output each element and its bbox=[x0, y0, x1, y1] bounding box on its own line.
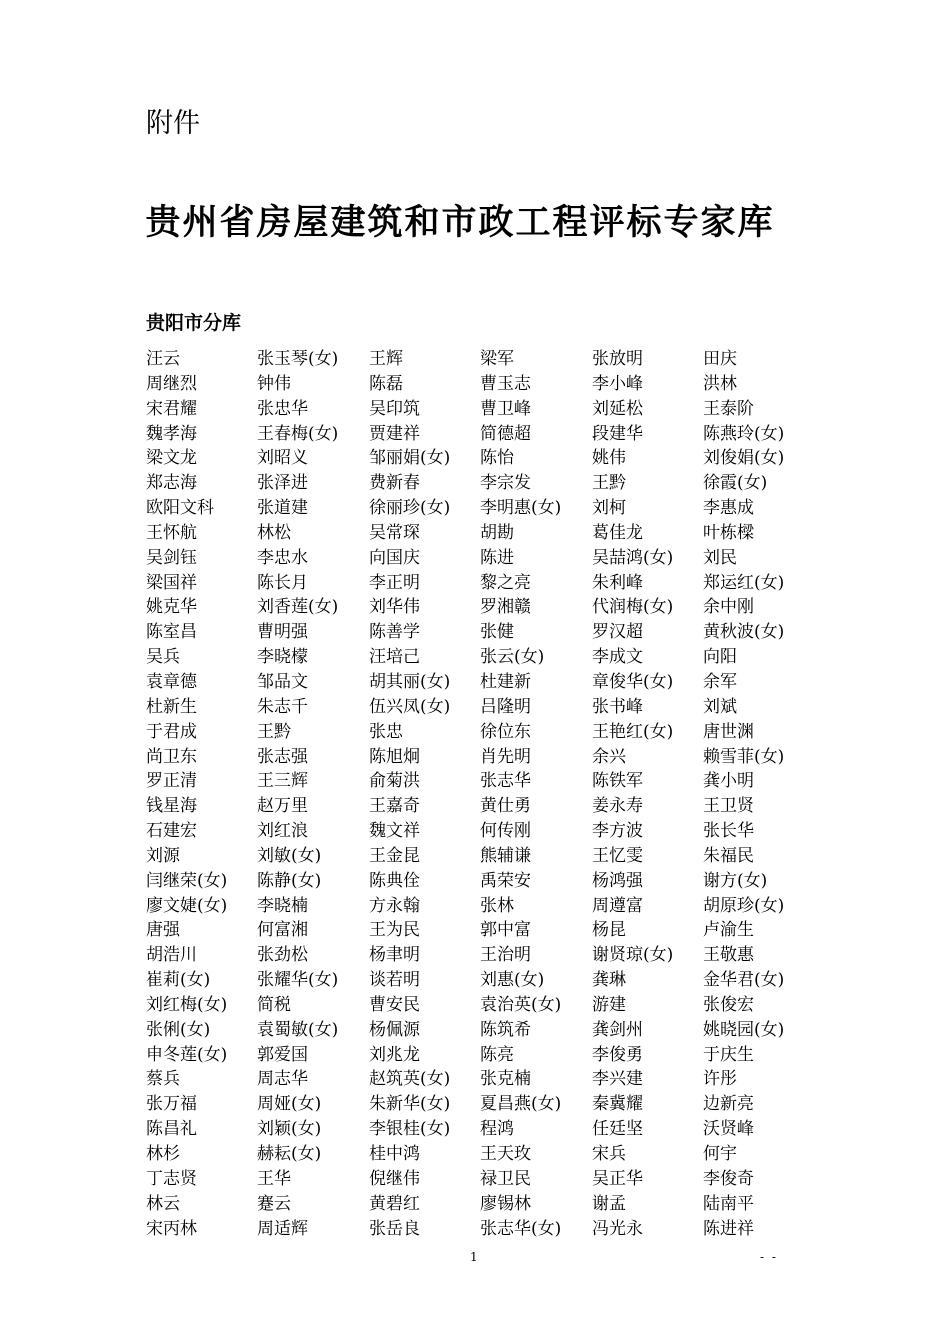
expert-name: 陈亮 bbox=[480, 1044, 514, 1065]
expert-name: 曹安民 bbox=[369, 994, 420, 1015]
expert-name: 方永翰 bbox=[369, 895, 420, 916]
expert-name: 黎之亮 bbox=[480, 572, 531, 593]
expert-name: 罗正清 bbox=[146, 771, 197, 792]
expert-name: 郭爱国 bbox=[257, 1044, 308, 1065]
expert-name: 崔莉(女) bbox=[146, 970, 211, 991]
expert-name: 吕隆明 bbox=[480, 696, 531, 717]
footer-mark: - - bbox=[760, 1250, 778, 1264]
expert-name: 俞菊洪 bbox=[369, 771, 420, 792]
expert-name: 梁国祥 bbox=[146, 572, 197, 593]
expert-name: 黄碧红 bbox=[369, 1193, 420, 1214]
expert-name: 闫继荣(女) bbox=[146, 870, 228, 891]
expert-name: 伍兴凤(女) bbox=[369, 696, 451, 717]
expert-name: 魏文祥 bbox=[369, 821, 420, 842]
expert-name: 郑志海 bbox=[146, 473, 197, 494]
expert-name: 李晓檬 bbox=[257, 647, 308, 668]
expert-name: 廖文婕(女) bbox=[146, 895, 228, 916]
expert-name: 尚卫东 bbox=[146, 746, 197, 767]
expert-name: 王黔 bbox=[257, 721, 291, 742]
expert-name: 汪培己 bbox=[369, 647, 420, 668]
expert-name: 陈典佺 bbox=[369, 870, 420, 891]
expert-name: 李小峰 bbox=[592, 373, 643, 394]
expert-name: 徐位东 bbox=[480, 721, 531, 742]
expert-name: 魏孝海 bbox=[146, 423, 197, 444]
expert-name: 刘华伟 bbox=[369, 597, 420, 618]
expert-name: 谈若明 bbox=[369, 970, 420, 991]
expert-name: 周遵富 bbox=[592, 895, 643, 916]
expert-name: 林松 bbox=[257, 522, 291, 543]
expert-name: 代润梅(女) bbox=[592, 597, 674, 618]
expert-name: 石建宏 bbox=[146, 821, 197, 842]
expert-name: 边新亮 bbox=[703, 1094, 754, 1115]
expert-name: 王金昆 bbox=[369, 845, 420, 866]
expert-name: 蹇云 bbox=[257, 1193, 291, 1214]
expert-name: 杨昆 bbox=[592, 920, 626, 941]
expert-name: 肖先明 bbox=[480, 746, 531, 767]
expert-name: 张万福 bbox=[146, 1094, 197, 1115]
expert-name: 刘源 bbox=[146, 845, 180, 866]
document-title: 贵州省房屋建筑和市政工程评标专家库 bbox=[145, 203, 775, 243]
expert-name: 姚晓园(女) bbox=[703, 1019, 785, 1040]
expert-name: 宋丙林 bbox=[146, 1218, 197, 1239]
expert-name: 梁文龙 bbox=[146, 448, 197, 469]
expert-name: 曹明强 bbox=[257, 622, 308, 643]
expert-name: 冯光永 bbox=[592, 1218, 643, 1239]
expert-name: 张林 bbox=[480, 895, 514, 916]
expert-name: 张云(女) bbox=[480, 647, 545, 668]
expert-name: 陈进祥 bbox=[703, 1218, 754, 1239]
expert-name: 张忠华 bbox=[257, 398, 308, 419]
expert-name: 王三辉 bbox=[257, 771, 308, 792]
expert-name: 朱新华(女) bbox=[369, 1094, 451, 1115]
expert-name: 余兴 bbox=[592, 746, 626, 767]
expert-name: 周志华 bbox=[257, 1069, 308, 1090]
expert-name: 洪林 bbox=[703, 373, 737, 394]
expert-name: 刘民 bbox=[703, 547, 737, 568]
expert-name: 陈旭炯 bbox=[369, 746, 420, 767]
expert-name: 张健 bbox=[480, 622, 514, 643]
expert-name: 张劲松 bbox=[257, 945, 308, 966]
expert-name: 朱志千 bbox=[257, 696, 308, 717]
expert-name: 张玉琴(女) bbox=[257, 349, 339, 369]
expert-name: 何宇 bbox=[703, 1144, 737, 1164]
expert-name: 费新春 bbox=[369, 473, 420, 494]
expert-name: 刘斌 bbox=[703, 696, 737, 717]
expert-name: 张书峰 bbox=[592, 696, 643, 717]
expert-name: 李成文 bbox=[592, 647, 643, 668]
expert-name: 陈室昌 bbox=[146, 622, 197, 643]
expert-name: 简德超 bbox=[480, 423, 531, 444]
expert-name: 陈静(女) bbox=[257, 870, 322, 891]
expert-name: 李兴建 bbox=[592, 1069, 643, 1090]
expert-name: 赵万里 bbox=[257, 796, 308, 817]
expert-name: 陈铁军 bbox=[592, 771, 643, 792]
expert-name: 倪继伟 bbox=[369, 1168, 420, 1189]
expert-name: 于君成 bbox=[146, 721, 197, 742]
expert-name: 刘俊娟(女) bbox=[703, 448, 785, 469]
expert-name: 简税 bbox=[257, 994, 291, 1015]
expert-name: 王嘉奇 bbox=[369, 796, 420, 817]
expert-name: 李俊奇 bbox=[703, 1168, 754, 1189]
expert-name: 杜建新 bbox=[480, 671, 531, 692]
expert-name: 曹玉志 bbox=[480, 373, 531, 394]
expert-name: 张俊宏 bbox=[703, 994, 754, 1015]
expert-name: 卢渝生 bbox=[703, 920, 754, 941]
expert-name: 刘柯 bbox=[592, 498, 626, 519]
expert-name: 欧阳文科 bbox=[146, 498, 214, 519]
expert-name: 郑运红(女) bbox=[703, 572, 785, 593]
expert-name: 刘敏(女) bbox=[257, 845, 322, 866]
expert-name: 王忆雯 bbox=[592, 845, 643, 866]
expert-name: 胡原珍(女) bbox=[703, 895, 785, 916]
expert-name: 杨佩源 bbox=[369, 1019, 420, 1040]
expert-name: 陈善学 bbox=[369, 622, 420, 643]
expert-name: 刘香莲(女) bbox=[257, 597, 339, 618]
expert-name: 陈昌礼 bbox=[146, 1119, 197, 1140]
expert-name: 张泽进 bbox=[257, 473, 308, 494]
expert-name: 刘惠(女) bbox=[480, 970, 545, 991]
expert-name: 周适辉 bbox=[257, 1218, 308, 1239]
expert-name: 张志强 bbox=[257, 746, 308, 767]
expert-name: 廖锡林 bbox=[480, 1193, 531, 1214]
expert-name: 林云 bbox=[146, 1193, 180, 1214]
expert-name: 段建华 bbox=[592, 423, 643, 444]
expert-name: 姚克华 bbox=[146, 597, 197, 618]
expert-name: 王春梅(女) bbox=[257, 423, 339, 444]
expert-name: 李晓楠 bbox=[257, 895, 308, 916]
expert-name: 曹卫峰 bbox=[480, 398, 531, 419]
expert-name: 袁蜀敏(女) bbox=[257, 1019, 339, 1040]
expert-name: 王敬惠 bbox=[703, 945, 754, 966]
expert-name: 张俐(女) bbox=[146, 1019, 211, 1040]
expert-name: 罗汉超 bbox=[592, 622, 643, 643]
expert-name: 吴兵 bbox=[146, 647, 180, 668]
expert-name: 金华君(女) bbox=[703, 970, 785, 991]
expert-name: 赫耘(女) bbox=[257, 1144, 322, 1164]
expert-name: 林杉 bbox=[146, 1144, 180, 1164]
expert-name: 许彤 bbox=[703, 1069, 737, 1090]
expert-name: 陈筑希 bbox=[480, 1019, 531, 1040]
expert-name: 陆南平 bbox=[703, 1193, 754, 1214]
expert-name: 熊辅谦 bbox=[480, 845, 531, 866]
expert-name: 陈磊 bbox=[369, 373, 403, 394]
expert-name: 刘红浪 bbox=[257, 821, 308, 842]
expert-name: 唐强 bbox=[146, 920, 180, 941]
expert-name: 王治明 bbox=[480, 945, 531, 966]
expert-name: 刘延松 bbox=[592, 398, 643, 419]
expert-name: 程鸿 bbox=[480, 1119, 514, 1140]
expert-name: 张志华(女) bbox=[480, 1218, 562, 1239]
expert-name: 桂中鸿 bbox=[369, 1144, 420, 1164]
expert-name-grid bbox=[146, 347, 826, 1241]
expert-name: 袁治英(女) bbox=[480, 994, 562, 1015]
expert-name: 向国庆 bbox=[369, 547, 420, 568]
expert-name: 禄卫民 bbox=[480, 1168, 531, 1189]
expert-name: 黄秋波(女) bbox=[703, 622, 785, 643]
expert-name: 张放明 bbox=[592, 349, 643, 369]
expert-name: 申冬莲(女) bbox=[146, 1044, 228, 1065]
expert-name: 贾建祥 bbox=[369, 423, 420, 444]
expert-name: 吴常琛 bbox=[369, 522, 420, 543]
expert-name: 朱福民 bbox=[703, 845, 754, 866]
expert-name: 王辉 bbox=[369, 349, 403, 369]
expert-name: 向阳 bbox=[703, 647, 737, 668]
expert-name: 夏昌燕(女) bbox=[480, 1094, 562, 1115]
expert-name: 胡勘 bbox=[480, 522, 514, 543]
expert-name: 李明惠(女) bbox=[480, 498, 562, 519]
expert-name: 李银桂(女) bbox=[369, 1119, 451, 1140]
expert-name: 吴印筑 bbox=[369, 398, 420, 419]
expert-name: 王华 bbox=[257, 1168, 291, 1189]
expert-name: 沃贤峰 bbox=[703, 1119, 754, 1140]
expert-name: 杜新生 bbox=[146, 696, 197, 717]
expert-name: 胡浩川 bbox=[146, 945, 197, 966]
expert-name: 陈进 bbox=[480, 547, 514, 568]
expert-name: 杨聿明 bbox=[369, 945, 420, 966]
expert-name: 郭中富 bbox=[480, 920, 531, 941]
expert-name: 宋兵 bbox=[592, 1144, 626, 1164]
expert-name: 张克楠 bbox=[480, 1069, 531, 1090]
expert-name: 张道建 bbox=[257, 498, 308, 519]
expert-name: 张志华 bbox=[480, 771, 531, 792]
expert-name: 王为民 bbox=[369, 920, 420, 941]
expert-name: 陈怡 bbox=[480, 448, 514, 469]
expert-name: 李宗发 bbox=[480, 473, 531, 494]
expert-name: 于庆生 bbox=[703, 1044, 754, 1065]
expert-name: 赖雪菲(女) bbox=[703, 746, 785, 767]
expert-name: 杨鸿强 bbox=[592, 870, 643, 891]
expert-name: 章俊华(女) bbox=[592, 671, 674, 692]
expert-name: 余军 bbox=[703, 671, 737, 692]
expert-name: 张忠 bbox=[369, 721, 403, 742]
expert-name: 袁章德 bbox=[146, 671, 197, 692]
expert-name: 唐世渊 bbox=[703, 721, 754, 742]
expert-name: 刘兆龙 bbox=[369, 1044, 420, 1065]
expert-name: 谢孟 bbox=[592, 1193, 626, 1214]
expert-name: 秦冀耀 bbox=[592, 1094, 643, 1115]
expert-name: 葛佳龙 bbox=[592, 522, 643, 543]
expert-name: 徐丽珍(女) bbox=[369, 498, 451, 519]
expert-name: 梁军 bbox=[480, 349, 514, 369]
expert-name: 刘昭义 bbox=[257, 448, 308, 469]
expert-name: 余中刚 bbox=[703, 597, 754, 618]
expert-name: 吴喆鸿(女) bbox=[592, 547, 674, 568]
expert-name: 胡其丽(女) bbox=[369, 671, 451, 692]
expert-name: 邹品文 bbox=[257, 671, 308, 692]
expert-name: 刘颖(女) bbox=[257, 1119, 322, 1140]
expert-name: 陈燕玲(女) bbox=[703, 423, 785, 444]
expert-name: 李忠水 bbox=[257, 547, 308, 568]
expert-name: 姚伟 bbox=[592, 448, 626, 469]
expert-name: 龚小明 bbox=[703, 771, 754, 792]
expert-name: 何富湘 bbox=[257, 920, 308, 941]
expert-name: 龚琳 bbox=[592, 970, 626, 991]
expert-name: 宋君耀 bbox=[146, 398, 197, 419]
expert-name: 朱利峰 bbox=[592, 572, 643, 593]
expert-name: 李正明 bbox=[369, 572, 420, 593]
expert-name: 黄仕勇 bbox=[480, 796, 531, 817]
expert-name: 王黔 bbox=[592, 473, 626, 494]
expert-name: 王艳红(女) bbox=[592, 721, 674, 742]
expert-name: 吴剑钰 bbox=[146, 547, 197, 568]
expert-name: 叶栋樑 bbox=[703, 522, 754, 543]
expert-name: 邹丽娟(女) bbox=[369, 448, 451, 469]
expert-name: 王天玫 bbox=[480, 1144, 531, 1164]
expert-name: 蔡兵 bbox=[146, 1069, 180, 1090]
expert-name: 李惠成 bbox=[703, 498, 754, 519]
section-heading: 贵阳市分库 bbox=[146, 312, 242, 334]
expert-name: 陈长月 bbox=[257, 572, 308, 593]
expert-name: 王怀航 bbox=[146, 522, 197, 543]
expert-name: 周继烈 bbox=[146, 373, 197, 394]
expert-name: 姜永寿 bbox=[592, 796, 643, 817]
expert-name: 丁志贤 bbox=[146, 1168, 197, 1189]
expert-name: 王卫贤 bbox=[703, 796, 754, 817]
expert-name: 李俊勇 bbox=[592, 1044, 643, 1065]
expert-name: 田庆 bbox=[703, 349, 737, 369]
expert-name: 刘红梅(女) bbox=[146, 994, 228, 1015]
expert-name: 张岳良 bbox=[369, 1218, 420, 1239]
expert-name: 徐霞(女) bbox=[703, 473, 768, 494]
expert-name: 钱星海 bbox=[146, 796, 197, 817]
expert-name: 赵筑英(女) bbox=[369, 1069, 451, 1090]
page-number: 1 bbox=[470, 1250, 478, 1264]
expert-name: 谢方(女) bbox=[703, 870, 768, 891]
expert-name: 何传刚 bbox=[480, 821, 531, 842]
expert-name: 禹荣安 bbox=[480, 870, 531, 891]
expert-name: 李方波 bbox=[592, 821, 643, 842]
expert-name: 吴正华 bbox=[592, 1168, 643, 1189]
expert-name: 张长华 bbox=[703, 821, 754, 842]
attachment-label: 附件 bbox=[146, 108, 200, 139]
expert-name: 张耀华(女) bbox=[257, 970, 339, 991]
expert-name: 谢贤琼(女) bbox=[592, 945, 674, 966]
expert-name: 龚剑州 bbox=[592, 1019, 643, 1040]
expert-name: 任廷坚 bbox=[592, 1119, 643, 1140]
expert-name: 汪云 bbox=[146, 349, 180, 369]
expert-name: 罗湘赣 bbox=[480, 597, 531, 618]
expert-name: 王泰阶 bbox=[703, 398, 754, 419]
expert-name: 钟伟 bbox=[257, 373, 291, 394]
expert-name: 周娅(女) bbox=[257, 1094, 322, 1115]
expert-name: 游建 bbox=[592, 994, 626, 1015]
